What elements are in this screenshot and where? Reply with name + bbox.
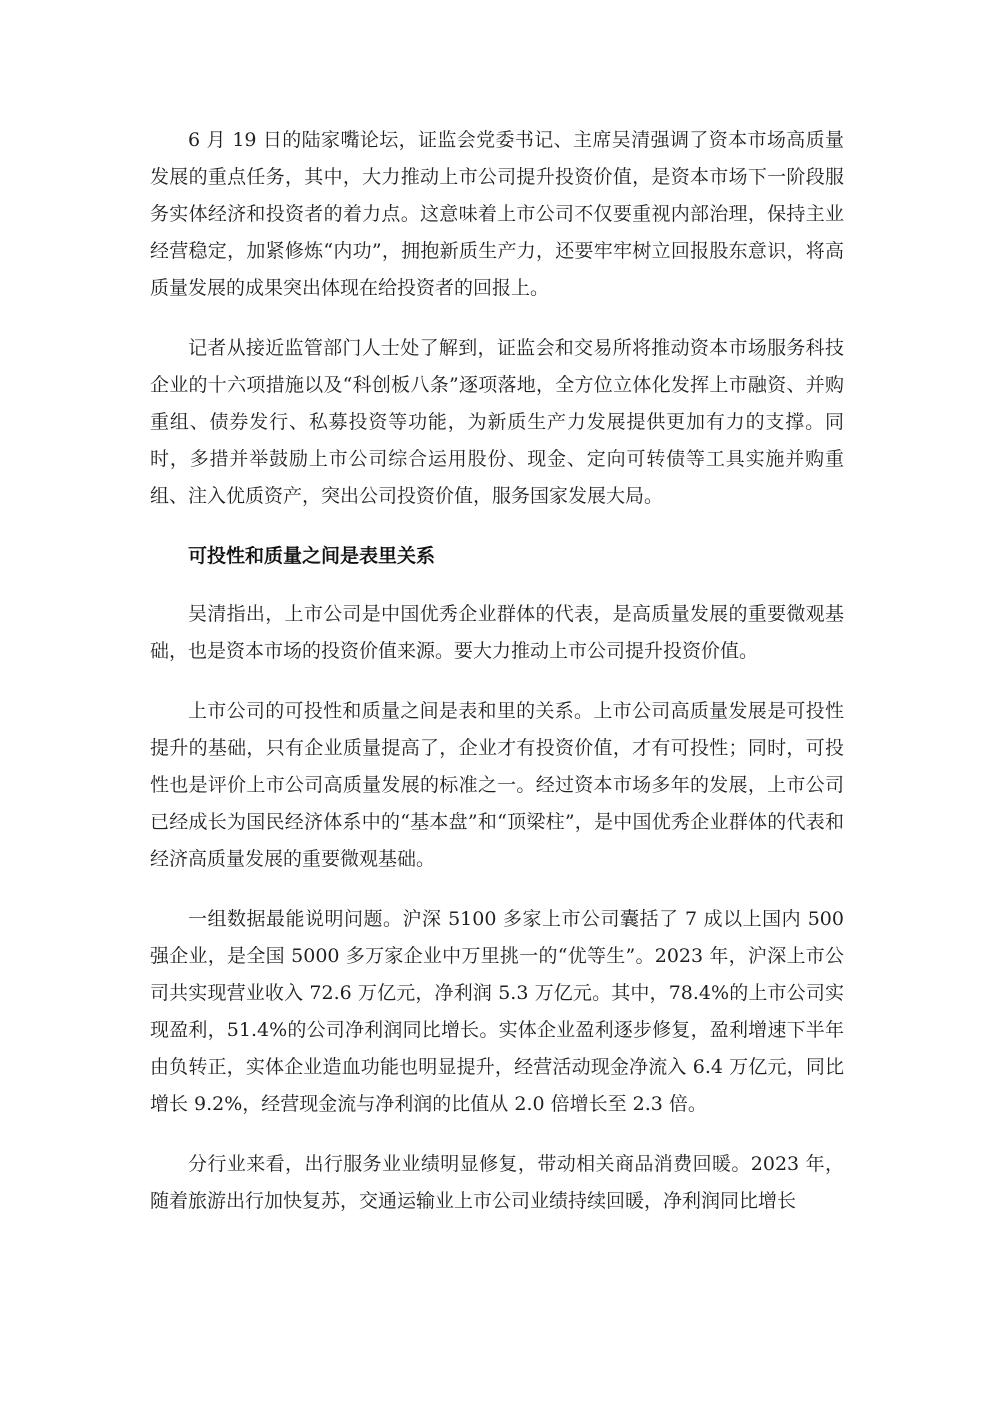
article-body [150,122,844,1243]
paragraph-investability-quality: 上市公司的可投性和质量之间是表和里的关系。上市公司高质量发展是可投性提升的基础，只有企业质量提高了，企业才有投资价值，才有可投性；同时，可投性也是评价上市公司高质量发展的标准之一。经过资本市场多年的发展，上市公司已经成长为国民经济体系中的“基本盘”和“顶梁柱”，是中国优秀企业群体的代表和经济高质量发展的重要微观基础。 [150,700,844,870]
paragraph-regulatory-measures: 记者从接近监管部门人士处了解到，证监会和交易所将推动资本市场服务科技企业的十六项措施以及“科创板八条”逐项落地，全方位立体化发挥上市融资、并购重组、债券发行、私募投资等功能，为新质生产力发展提供更加有力的支撑。同时，多措并举鼓励上市公司综合运用股份、现金、定向可转债等工具实施并购重组、注入优质资产，突出公司投资价值，服务国家发展大局。 [150,337,844,507]
paragraph-wu-qing-remarks: 吴清指出，上市公司是中国优秀企业群体的代表，是高质量发展的重要微观基础，也是资本市场的投资价值来源。要大力推动上市公司提升投资价值。 [150,603,844,662]
section-heading: 可投性和质量之间是表里关系 [188,545,436,567]
paragraph-data-figures: 一组数据最能说明问题。沪深 5100 多家上市公司囊括了 7 成以上国内 500 强企业，是全国 5000 多万家企业中万里挑一的“优等生”。2023 年，沪深上市公司共实现营业收入 72.6 万亿元，净利润 5.3 万亿元。其中，78.4%的上市公司实现盈利，51.4%的公司净利润同比增长。实体企业盈利逐步修复，盈利增速下半年由负转正，实体企业造血功能也明显提升，经营活动现金净流入 6.4 万亿元，同比增长 9.2%，经营现金流与净利润的比值从 2.0 倍增长至 2.3 倍。 [150,908,844,1115]
paragraph-lujiazui-forum: 6 月 19 日的陆家嘴论坛，证监会党委书记、主席吴清强调了资本市场高质量发展的重点任务，其中，大力推动上市公司提升投资价值，是资本市场下一阶段服务实体经济和投资者的着力点。这意味着上市公司不仅要重视内部治理，保持主业经营稳定，加紧修炼“内功”，拥抱新质生产力，还要牢牢树立回报股东意识，将高质量发展的成果突出体现在给投资者的回报上。 [150,129,844,299]
paragraph-industry-breakdown: 分行业来看，出行服务业业绩明显修复，带动相关商品消费回暖。2023 年，随着旅游出行加快复苏，交通运输业上市公司业绩持续回暖，净利润同比增长 [150,1153,844,1212]
